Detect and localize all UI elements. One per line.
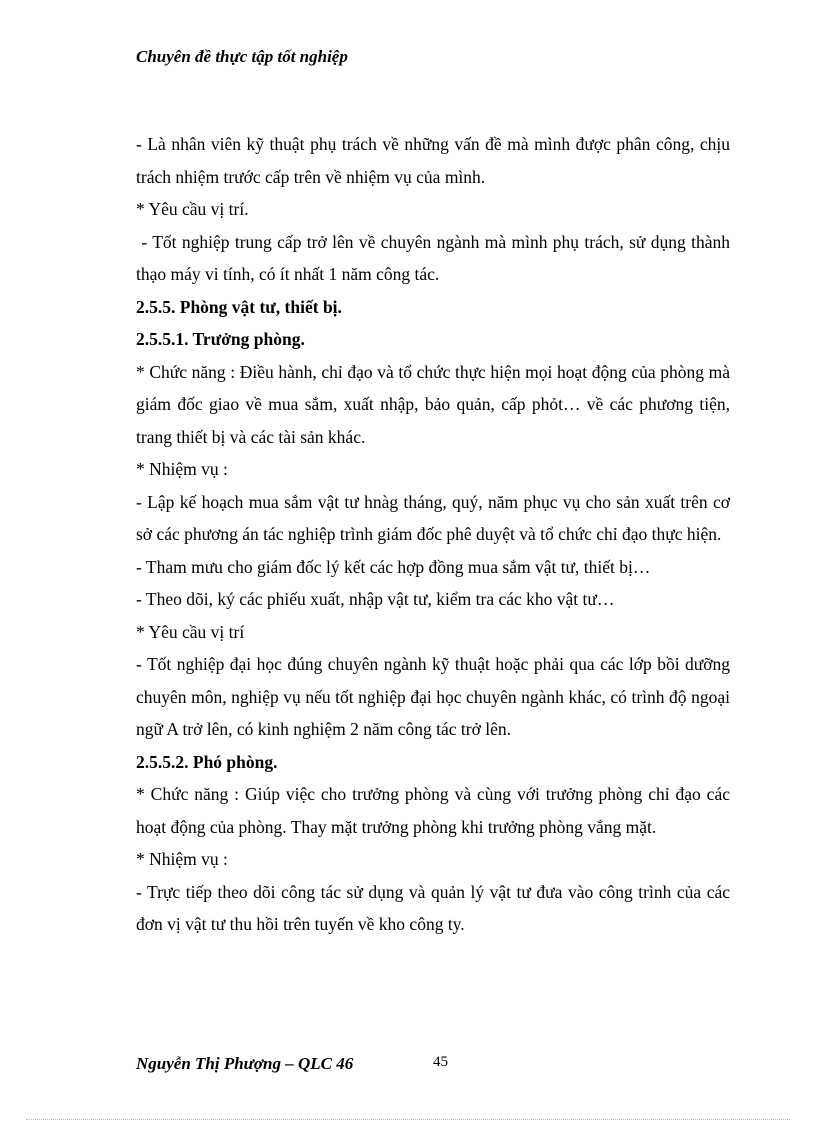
paragraph: * Chức năng : Điều hành, chỉ đạo và tổ chức thực hiện mọi hoạt động của phòng mà giám đốc giao về mua sắm, xuất nhập, bảo quản, cấp phỏt… về các phương tiện, trang thiết bị và các tài sản khác. bbox=[136, 361, 730, 447]
subsection-heading: 2.5.5.2. Phó phòng. bbox=[136, 751, 278, 772]
footer-author: Nguyễn Thị Phượng – QLC 46 bbox=[136, 1054, 354, 1073]
paragraph: * Yêu cầu vị trí. bbox=[136, 199, 249, 219]
page-number: 45 bbox=[433, 1054, 448, 1070]
paragraph: * Nhiệm vụ : bbox=[136, 849, 228, 869]
section-heading: 2.5.5. Phòng vật tư, thiết bị. bbox=[136, 296, 342, 317]
paragraph: - Tốt nghiệp trung cấp trở lên về chuyên ngành mà mình phụ trách, sử dụng thành thạo máy vi tính, có ít nhất 1 năm công tác. bbox=[136, 231, 735, 284]
paragraph: - Theo dõi, ký các phiếu xuất, nhập vật tư, kiểm tra các kho vật tư… bbox=[136, 589, 615, 609]
page-bottom-divider bbox=[26, 1119, 790, 1120]
running-header: Chuyên đề thực tập tốt nghiệp bbox=[136, 47, 348, 66]
paragraph: - Là nhân viên kỹ thuật phụ trách về những vấn đề mà mình được phân công, chịu trách nhiệm trước cấp trên về nhiệm vụ của mình. bbox=[136, 134, 730, 187]
paragraph: * Chức năng : Giúp việc cho trưởng phòng và cùng với trưởng phòng chỉ đạo các hoạt động của phòng. Thay mặt trưởng phòng khi trưởng phòng vắng mặt. bbox=[136, 784, 730, 837]
paragraph: * Nhiệm vụ : bbox=[136, 459, 228, 479]
paragraph: - Lập kế hoạch mua sắm vật tư hnàg tháng, quý, năm phục vụ cho sản xuất trên cơ sở các phương án tác nghiệp trình giám đốc phê duyệt và tổ chức chỉ đạo thực hiện. bbox=[136, 491, 730, 544]
paragraph: - Trực tiếp theo dõi công tác sử dụng và quản lý vật tư đưa vào công trình của các đơn vị vật tư thu hồi trên tuyến về kho công ty. bbox=[136, 881, 730, 934]
paragraph: - Tham mưu cho giám đốc lý kết các hợp đồng mua sắm vật tư, thiết bị… bbox=[136, 556, 651, 577]
paragraph: - Tốt nghiệp đại học đúng chuyên ngành kỹ thuật hoặc phải qua các lớp bồi dưỡng chuyên môn, nghiệp vụ nếu tốt nghiệp đại học chuyên ngành khác, có trình độ ngoại ngữ A trở lên, có kinh nghiệm 2 năm công tác trở lên. bbox=[136, 654, 730, 739]
subsection-heading: 2.5.5.1. Trưởng phòng. bbox=[136, 329, 305, 349]
body-text bbox=[136, 128, 735, 941]
paragraph: * Yêu cầu vị trí bbox=[136, 621, 245, 642]
